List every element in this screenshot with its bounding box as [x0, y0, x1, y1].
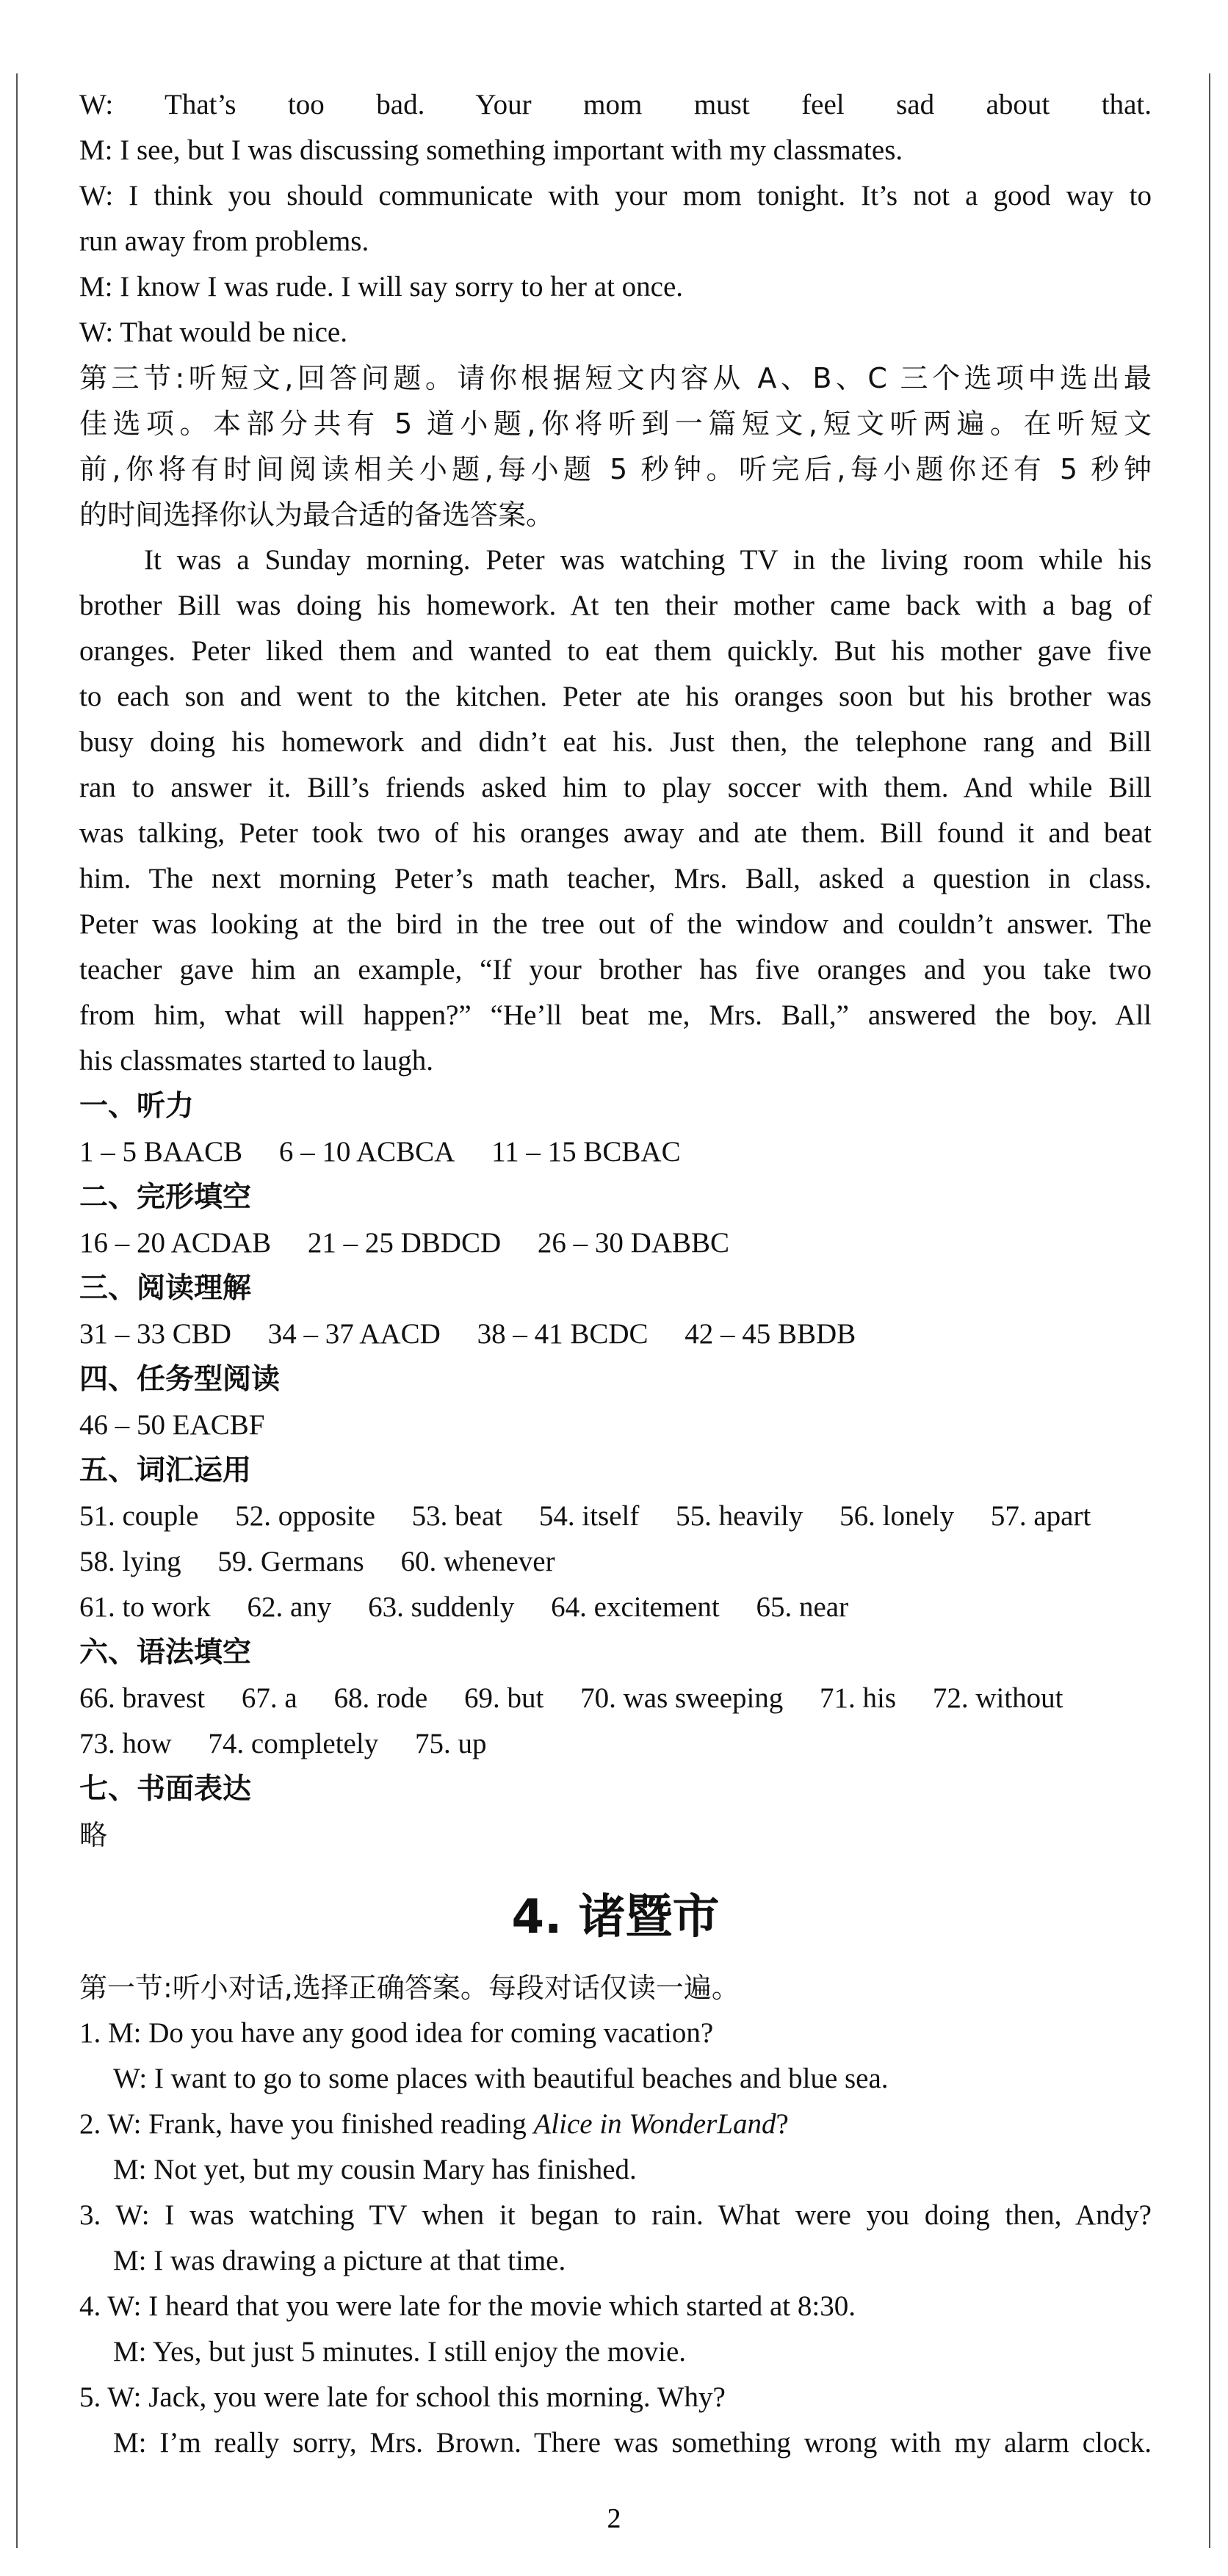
passage-line: It was a Sunday morning. Peter was watching TV in the living room while his [144, 544, 1152, 576]
answer-row [79, 1812, 1152, 1858]
answer-item: 21 – 25 DBDCD [307, 1227, 502, 1259]
answer-item: 54. itself [538, 1500, 640, 1532]
dialogue-line: M: I see, but I was discussing something important with my classmates. [79, 134, 903, 166]
answer-item: 42 – 45 BBDB [685, 1318, 856, 1350]
dialogue-line: run away from problems. [79, 225, 369, 257]
answer-row [79, 1129, 1152, 1175]
section3-instructions [79, 355, 1152, 538]
answer-item: 34 – 37 AACD [267, 1318, 441, 1350]
passage-line: brother Bill was doing his homework. At ten their mother came back with a bag of [79, 590, 1152, 621]
answer-row [79, 1311, 1152, 1357]
dialogue-answer: W: I want to go to some places with beautiful beaches and blue sea. [113, 2063, 889, 2094]
answer-item: 57. apart [990, 1500, 1091, 1532]
answer-item: 63. suddenly [368, 1591, 515, 1623]
passage-line: was talking, Peter took two of his oranges away and ate them. Bill found it and beat [79, 817, 1152, 849]
section-title-block [79, 1858, 1152, 1965]
answer-item: 46 – 50 EACBF [79, 1409, 265, 1441]
answer-row [79, 1585, 1152, 1630]
answer-item: 59. Germans [217, 1546, 364, 1577]
instruction-line: 前,你将有时间阅读相关小题,每小题 5 秒钟。听完后,每小题你还有 5 秒钟 [79, 453, 1152, 485]
dialogue-question: 4. W: I heard that you were late for the movie which started at 8:30. [79, 2290, 856, 2322]
answer-item: 1 – 5 BAACB [79, 1136, 243, 1168]
answer-item: 65. near [756, 1591, 849, 1623]
answer-heading: 三、阅读理解 [79, 1272, 252, 1305]
answer-item: 68. rode [333, 1682, 428, 1714]
answer-item: 71. his [820, 1682, 897, 1714]
answer-item: 38 – 41 BCDC [477, 1318, 649, 1350]
answer-heading: 四、任务型阅读 [79, 1363, 281, 1396]
answer-heading: 六、语法填空 [79, 1636, 252, 1669]
answer-item: 51. couple [79, 1500, 199, 1532]
answer-key [79, 1084, 1152, 1858]
page-content [79, 82, 1152, 2466]
dialogue-line: W: I think you should communicate with your mom tonight. It’s not a good way to [79, 180, 1152, 211]
answer-heading: 二、完形填空 [79, 1181, 252, 1214]
answer-item: 55. heavily [676, 1500, 803, 1532]
answer-item: 75. up [414, 1728, 487, 1759]
answer-item: 60. whenever [400, 1546, 555, 1577]
instruction-line: 的时间选择你认为最合适的备选答案。 [79, 499, 555, 531]
dialogue-question: 5. W: Jack, you were late for school this morning. Why? [79, 2381, 726, 2413]
passage-line: teacher gave him an example, “If your brother has five oranges and you take two [79, 954, 1152, 985]
answer-row [79, 1494, 1152, 1539]
answer-item: 64. excitement [551, 1591, 720, 1623]
answer-item: 66. bravest [79, 1682, 206, 1714]
instruction-line: 佳选项。本部分共有 5 道小题,你将听到一篇短文,短文听两遍。在听短文 [79, 408, 1152, 440]
answer-item: 略 [79, 1819, 108, 1851]
answer-heading: 一、听力 [79, 1090, 195, 1123]
passage-line: busy doing his homework and didn’t eat his. Just then, the telephone rang and Bill [79, 726, 1152, 758]
answer-item: 56. lonely [839, 1500, 955, 1532]
passage-line: his classmates started to laugh. [79, 1045, 433, 1077]
listening-passage [79, 538, 1152, 1084]
answer-row [79, 1220, 1152, 1266]
answer-heading: 五、词汇运用 [79, 1454, 252, 1487]
answer-row [79, 1676, 1152, 1721]
passage-line: Peter was looking at the bird in the tree out of the window and couldn’t answer. The [79, 908, 1152, 940]
dialogue-answer: M: Yes, but just 5 minutes. I still enjoy the movie. [113, 2336, 687, 2367]
answer-item: 69. but [464, 1682, 544, 1714]
answer-item: 73. how [79, 1728, 172, 1759]
answer-item: 62. any [247, 1591, 332, 1623]
answer-item: 61. to work [79, 1591, 211, 1623]
dialogue-question-end: ? [776, 2108, 789, 2140]
answer-item: 11 – 15 BCBAC [491, 1136, 681, 1168]
passage-line: from him, what will happen?” “He’ll beat me, Mrs. Ball,” answered the boy. All [79, 999, 1152, 1031]
answer-item: 26 – 30 DABBC [537, 1227, 730, 1259]
passage-line: him. The next morning Peter’s math teacher, Mrs. Ball, asked a question in class. [79, 863, 1152, 894]
dialogue-question-text: 2. W: Frank, have you finished reading [79, 2108, 534, 2140]
instruction-line: 第三节:听短文,回答问题。请你根据短文内容从 A、B、C 三个选项中选出最 [79, 362, 1152, 394]
dialogue-line: W: That would be nice. [79, 316, 347, 348]
short-dialogues [79, 2011, 1152, 2466]
answer-item: 67. a [241, 1682, 297, 1714]
section-title: 4. 诸暨市 [511, 1890, 720, 1944]
answer-item: 16 – 20 ACDAB [79, 1227, 272, 1259]
answer-item: 58. lying [79, 1546, 181, 1577]
dialogue-question [79, 2102, 1152, 2147]
answer-row [79, 1539, 1152, 1585]
dialogue-answer: M: I was drawing a picture at that time. [113, 2245, 566, 2276]
dialogue-top [79, 82, 1152, 355]
answer-item: 52. opposite [235, 1500, 375, 1532]
dialogue-question: 1. M: Do you have any good idea for coming vacation? [79, 2017, 714, 2049]
dialogue-line: W: That’s too bad. Your mom must feel sad about that. [79, 89, 1152, 120]
answer-row [79, 1403, 1152, 1448]
answer-item: 70. was sweeping [580, 1682, 784, 1714]
passage-line: oranges. Peter liked them and wanted to eat them quickly. But his mother gave five [79, 635, 1152, 667]
book-title: Alice in WonderLand [533, 2108, 776, 2140]
dialogue-question: 3. W: I was watching TV when it began to rain. What were you doing then, Andy? [79, 2199, 1152, 2231]
answer-item: 53. beat [411, 1500, 503, 1532]
right-border-rule [1209, 73, 1210, 2548]
answer-item: 74. completely [208, 1728, 379, 1759]
answer-heading: 七、书面表达 [79, 1773, 252, 1806]
dialogue-answer: M: Not yet, but my cousin Mary has finished. [113, 2154, 637, 2185]
answer-row [79, 1721, 1152, 1767]
passage-line: to each son and went to the kitchen. Peter ate his oranges soon but his brother was [79, 681, 1152, 712]
answer-item: 31 – 33 CBD [79, 1318, 231, 1350]
section1-instruction: 第一节:听小对话,选择正确答案。每段对话仅读一遍。 [79, 1972, 740, 2004]
answer-item: 6 – 10 ACBCA [278, 1136, 455, 1168]
page-number: 2 [607, 2503, 621, 2534]
dialogue-line: M: I know I was rude. I will say sorry to her at once. [79, 271, 684, 303]
left-border-rule [16, 73, 18, 2548]
passage-line: ran to answer it. Bill’s friends asked him to play soccer with them. And while Bill [79, 772, 1152, 803]
dialogue-answer: M: I’m really sorry, Mrs. Brown. There was something wrong with my alarm clock. [113, 2427, 1152, 2459]
answer-item: 72. without [932, 1682, 1063, 1714]
